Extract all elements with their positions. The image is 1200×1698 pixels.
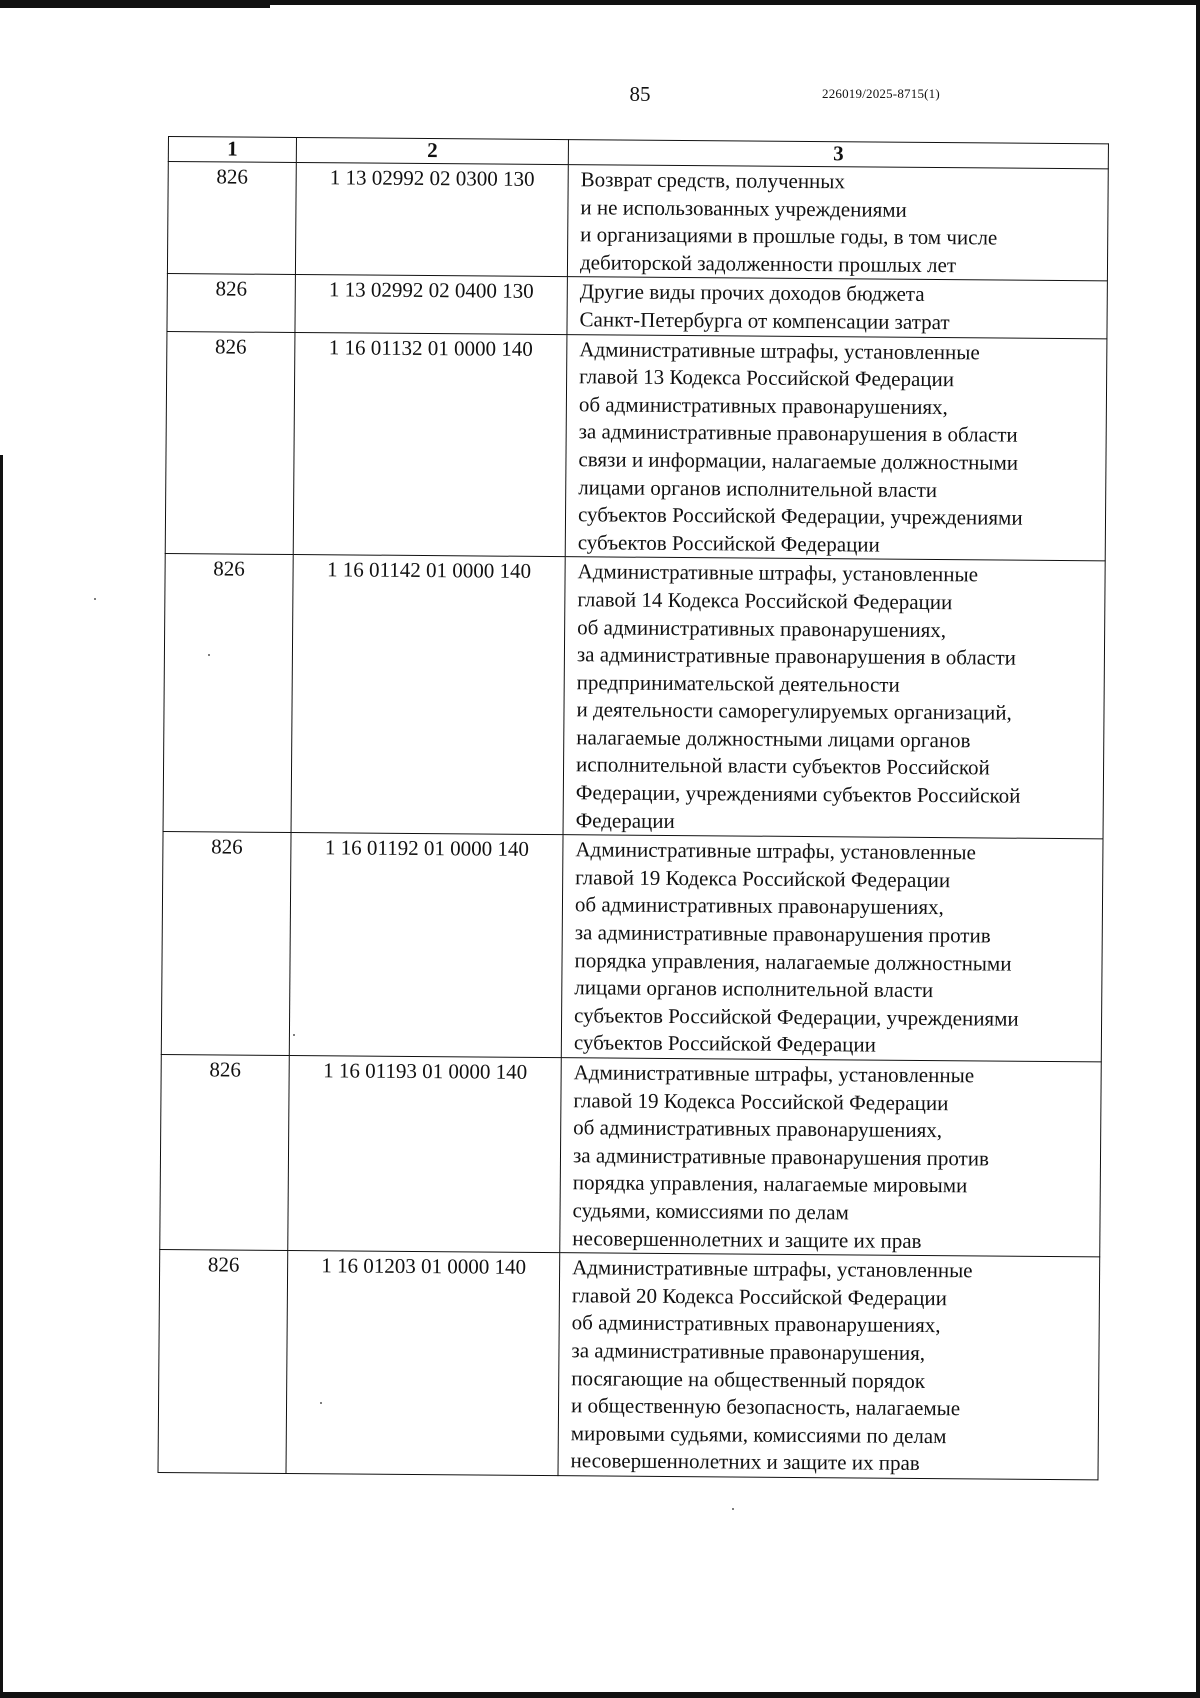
description-line: лицами органов исполнительной власти — [574, 975, 934, 1003]
budget-classification-code-cell: 1 13 02992 02 0300 130 — [295, 163, 568, 278]
description-line: и общественную безопасность, налагаемые — [570, 1393, 961, 1421]
revenue-description-cell — [560, 1058, 1102, 1257]
description-line: Административные штрафы, установленные — [572, 1255, 973, 1283]
description-line: главой 13 Кодекса Российской Федерации — [579, 364, 955, 392]
scan-speck — [732, 1508, 734, 1510]
description-line: за административные правонарушения в области — [578, 419, 1018, 448]
scan-speck — [208, 654, 210, 656]
description-line: судьями, комиссиями по делам — [572, 1198, 850, 1225]
description-line: дебиторской задолженности прошлых лет — [579, 250, 957, 277]
description-line: Федерации — [575, 807, 675, 833]
admin-code-cell: 826 — [165, 331, 295, 555]
page-number: 85 — [629, 82, 651, 106]
description-line: посягающие на общественный порядок — [571, 1365, 926, 1393]
revenue-description-cell — [558, 1253, 1100, 1480]
document-id: 226019/2025-8715(1) — [822, 86, 940, 101]
description-line: Федерации, учреждениями субъектов Российской — [575, 780, 1021, 808]
table-row — [160, 1054, 1102, 1257]
description-line: налагаемые должностными лицами органов — [576, 725, 971, 753]
revenue-description-cell — [561, 835, 1103, 1062]
description-line: порядка управления, налагаемые мировыми — [572, 1170, 968, 1198]
description-line: Административные штрафы, установленные — [577, 559, 979, 587]
revenue-description-cell — [567, 165, 1108, 282]
scan-border-top-notch — [0, 0, 270, 8]
scan-border-right — [1196, 0, 1200, 1698]
description-line: и не использованных учреждениями — [580, 194, 907, 222]
description-line: за административные правонарушения против — [574, 920, 991, 948]
scan-speck — [94, 598, 96, 600]
description-line: и деятельности саморегулируемых организаций, — [576, 697, 1012, 725]
description-line: главой 19 Кодекса Российской Федерации — [575, 865, 951, 893]
budget-classification-code-cell: 1 13 02992 02 0400 130 — [295, 275, 567, 334]
description-line: предпринимательской деятельности — [576, 669, 900, 697]
admin-code-cell: 826 — [167, 162, 296, 275]
description-line: об административных правонарушениях, — [577, 614, 947, 642]
budget-classification-code-cell: 1 16 01203 01 0000 140 — [286, 1251, 560, 1476]
scan-border-left — [0, 455, 3, 1698]
admin-code-cell: 826 — [167, 274, 295, 332]
description-line: связи и информации, налагаемые должностными — [578, 447, 1019, 475]
description-line: субъектов Российской Федерации — [573, 1030, 877, 1057]
description-line: Административные штрафы, установленные — [573, 1060, 975, 1088]
description-line: главой 20 Кодекса Российской Федерации — [571, 1282, 947, 1310]
table-body — [158, 162, 1108, 1480]
description-line: Административные штрафы, установленные — [575, 837, 976, 865]
revenue-codes-table — [158, 136, 1109, 1480]
description-line: об административных правонарушениях, — [574, 892, 944, 920]
budget-classification-code-cell: 1 16 01192 01 0000 140 — [289, 833, 563, 1058]
description-line: за административные правонарушения в области — [576, 642, 1017, 670]
description-line: исполнительной власти субъектов Российской — [575, 752, 990, 780]
admin-code-cell: 826 — [160, 1054, 290, 1250]
budget-classification-code-cell: 1 16 01142 01 0000 140 — [291, 555, 565, 835]
description-line: об административных правонарушениях, — [571, 1310, 941, 1338]
table-row — [161, 832, 1103, 1062]
description-line: субъектов Российской Федерации, учреждениями — [577, 502, 1023, 530]
description-line: Возврат средств, полученных — [580, 167, 846, 194]
description-line: порядка управления, налагаемые должностными — [574, 947, 1012, 976]
revenue-description-cell — [563, 557, 1105, 839]
budget-classification-code-cell: 1 16 01132 01 0000 140 — [293, 332, 567, 557]
description-line: и организациями в прошлые годы, в том числе — [580, 222, 998, 250]
description-line: главой 14 Кодекса Российской Федерации — [577, 587, 953, 615]
description-line: субъектов Российской Федерации — [577, 529, 880, 557]
description-line: Другие виды прочих доходов бюджета — [579, 279, 925, 307]
admin-code-cell: 826 — [158, 1250, 288, 1474]
description-line: об административных правонарушениях, — [573, 1115, 943, 1143]
revenue-description-cell — [567, 277, 1107, 338]
description-line: лицами органов исполнительной власти — [578, 474, 938, 502]
description-line: Административные штрафы, установленные — [579, 336, 980, 364]
table-row — [165, 331, 1107, 561]
scan-border-bottom — [0, 1692, 1200, 1698]
revenue-description-cell — [565, 334, 1107, 561]
scan-speck — [293, 1034, 295, 1036]
description-line: субъектов Российской Федерации, учреждениями — [574, 1003, 1019, 1031]
table-row — [167, 274, 1107, 339]
column-header-2: 2 — [296, 138, 568, 165]
description-line: за административные правонарушения против — [572, 1142, 990, 1171]
description-line: несовершеннолетних и защите их прав — [570, 1448, 920, 1476]
table-row — [158, 1250, 1100, 1480]
column-header-1: 1 — [168, 137, 296, 163]
description-line: об административных правонарушениях, — [578, 391, 948, 419]
admin-code-cell: 826 — [163, 554, 293, 833]
column-header-3: 3 — [568, 140, 1108, 169]
description-line: главой 19 Кодекса Российской Федерации — [573, 1087, 949, 1115]
description-line: несовершеннолетних и защите их прав — [572, 1225, 922, 1253]
admin-code-cell: 826 — [161, 832, 291, 1056]
description-line: за административные правонарушения, — [571, 1338, 926, 1365]
table-row — [163, 554, 1105, 839]
table-row — [167, 162, 1108, 282]
budget-classification-code-cell: 1 16 01193 01 0000 140 — [288, 1055, 562, 1252]
scan-speck — [320, 1402, 322, 1404]
description-line: Санкт-Петербурга от компенсации затрат — [579, 307, 950, 335]
description-line: мировыми судьями, комиссиями по делам — [570, 1420, 947, 1448]
